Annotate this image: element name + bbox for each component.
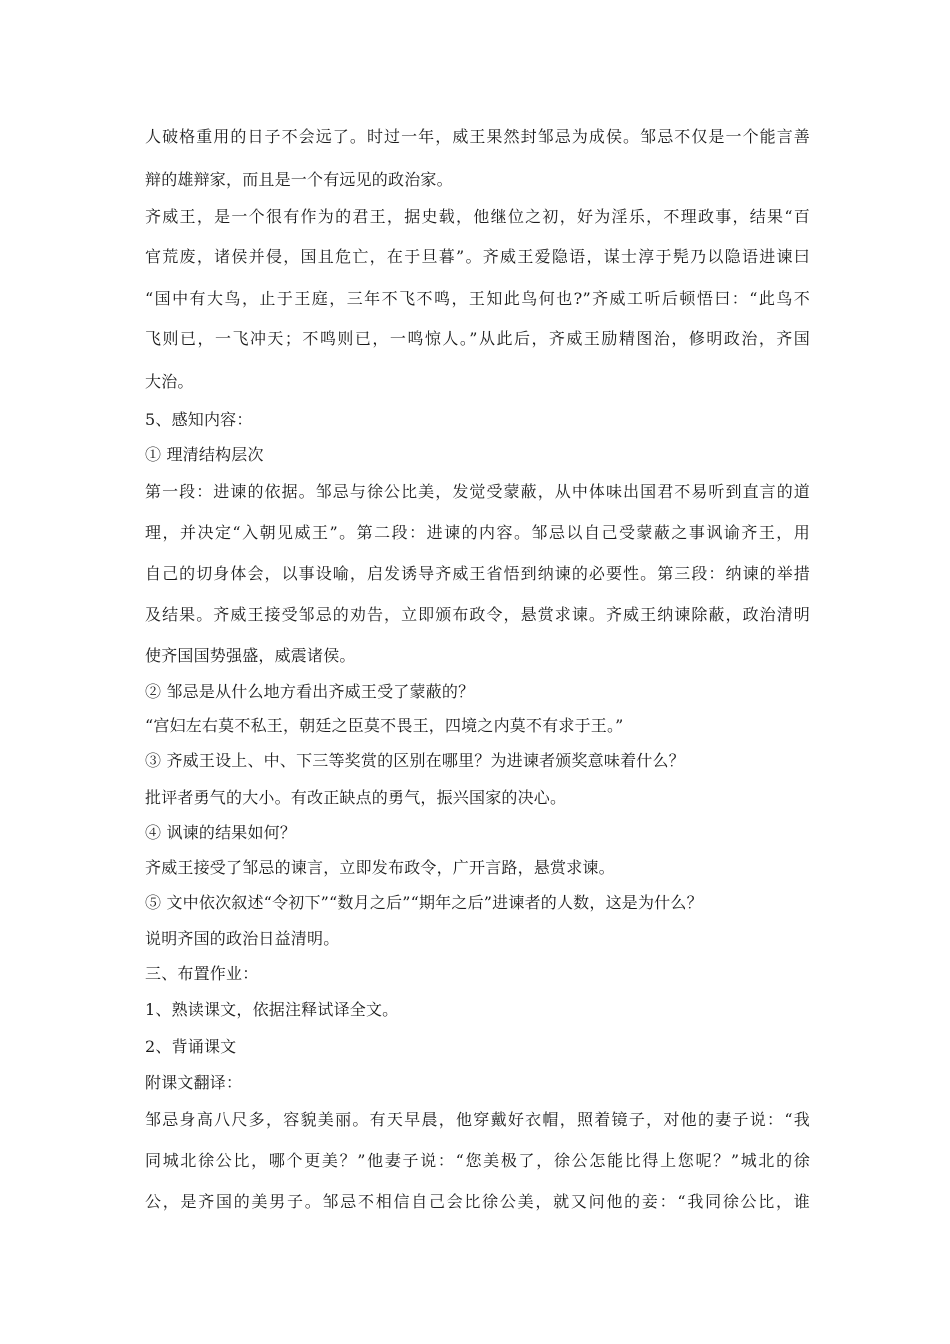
- answer-line: 齐威王接受了邹忌的谏言，立即发布政令，广开言路，悬赏求谏。: [145, 858, 615, 877]
- answer-line: “宫妇左右莫不私王，朝廷之臣莫不畏王，四境之内莫不有求于王。”: [145, 716, 624, 735]
- homework-item: 2、背诵课文: [145, 1037, 237, 1056]
- question-line: ③ 齐威王设上、中、下三等奖赏的区别在哪里？为进谏者颁奖意味着什么？: [145, 751, 685, 770]
- question-line: ④ 讽谏的结果如何？: [145, 823, 297, 842]
- section-heading: 5、感知内容：: [145, 410, 253, 429]
- text-line: 辩的雄辩家，而且是一个有远见的政治家。: [145, 170, 453, 189]
- question-line: ⑤ 文中依次叙述“令初下”“数月之后”“期年之后”进谏者的人数，这是为什么？: [145, 893, 703, 912]
- text-line: 官荒废，诸侯并侵，国且危亡，在于旦暮”。齐威王爱隐语，谋士淳于髡乃以隐语进谏曰: [145, 247, 810, 266]
- section-heading: 三、布置作业：: [145, 964, 259, 983]
- text-line: 理，并决定“入朝见威王”。第二段：进谏的内容。邹忌以自己受蒙蔽之事讽谕齐王，用: [145, 523, 810, 542]
- text-line: 飞则已，一飞冲天；不鸣则已，一鸣惊人。”从此后，齐威王励精图治，修明政治，齐国: [145, 329, 810, 348]
- answer-line: 说明齐国的政治日益清明。: [145, 929, 340, 948]
- question-line: ② 邹忌是从什么地方看出齐威王受了蒙蔽的？: [145, 682, 475, 701]
- text-line: 使齐国国势强盛，威震诸侯。: [145, 646, 356, 665]
- text-line: 大治。: [145, 372, 194, 391]
- answer-line: 批评者勇气的大小。有改正缺点的勇气，振兴国家的决心。: [145, 788, 567, 807]
- appendix-heading: 附课文翻译：: [145, 1073, 243, 1092]
- homework-item: 1、熟读课文，依据注释试译全文。: [145, 1000, 399, 1019]
- question-line: ① 理清结构层次: [145, 445, 264, 464]
- text-line: 同城北徐公比，哪个更美？”他妻子说：“您美极了，徐公怎能比得上您呢？”城北的徐: [145, 1151, 810, 1170]
- text-line: 第一段：进谏的依据。邹忌与徐公比美，发觉受蒙蔽，从中体味出国君不易听到直言的道: [145, 482, 810, 501]
- text-line: 公，是齐国的美男子。邹忌不相信自己会比徐公美，就又问他的妾：“我同徐公比，谁: [145, 1192, 810, 1211]
- text-line: 邹忌身高八尺多，容貌美丽。有天早晨，他穿戴好衣帽，照着镜子，对他的妻子说：“我: [145, 1110, 810, 1129]
- text-line: 齐威王，是一个很有作为的君王，据史载，他继位之初，好为淫乐，不理政事，结果“百: [145, 207, 810, 226]
- text-line: “国中有大鸟，止于王庭，三年不飞不鸣，王知此鸟何也?”齐威工听后顿悟曰：“此鸟不: [145, 289, 810, 308]
- text-line: 及结果。齐威王接受邹忌的劝告，立即颁布政令，悬赏求谏。齐威王纳谏除蔽，政治清明: [145, 605, 810, 624]
- text-line: 自己的切身体会，以事设喻，启发诱导齐威王省悟到纳谏的必要性。第三段：纳谏的举措: [145, 564, 810, 583]
- text-line: 人破格重用的日子不会远了。时过一年，威王果然封邹忌为成侯。邹忌不仅是一个能言善: [145, 127, 810, 146]
